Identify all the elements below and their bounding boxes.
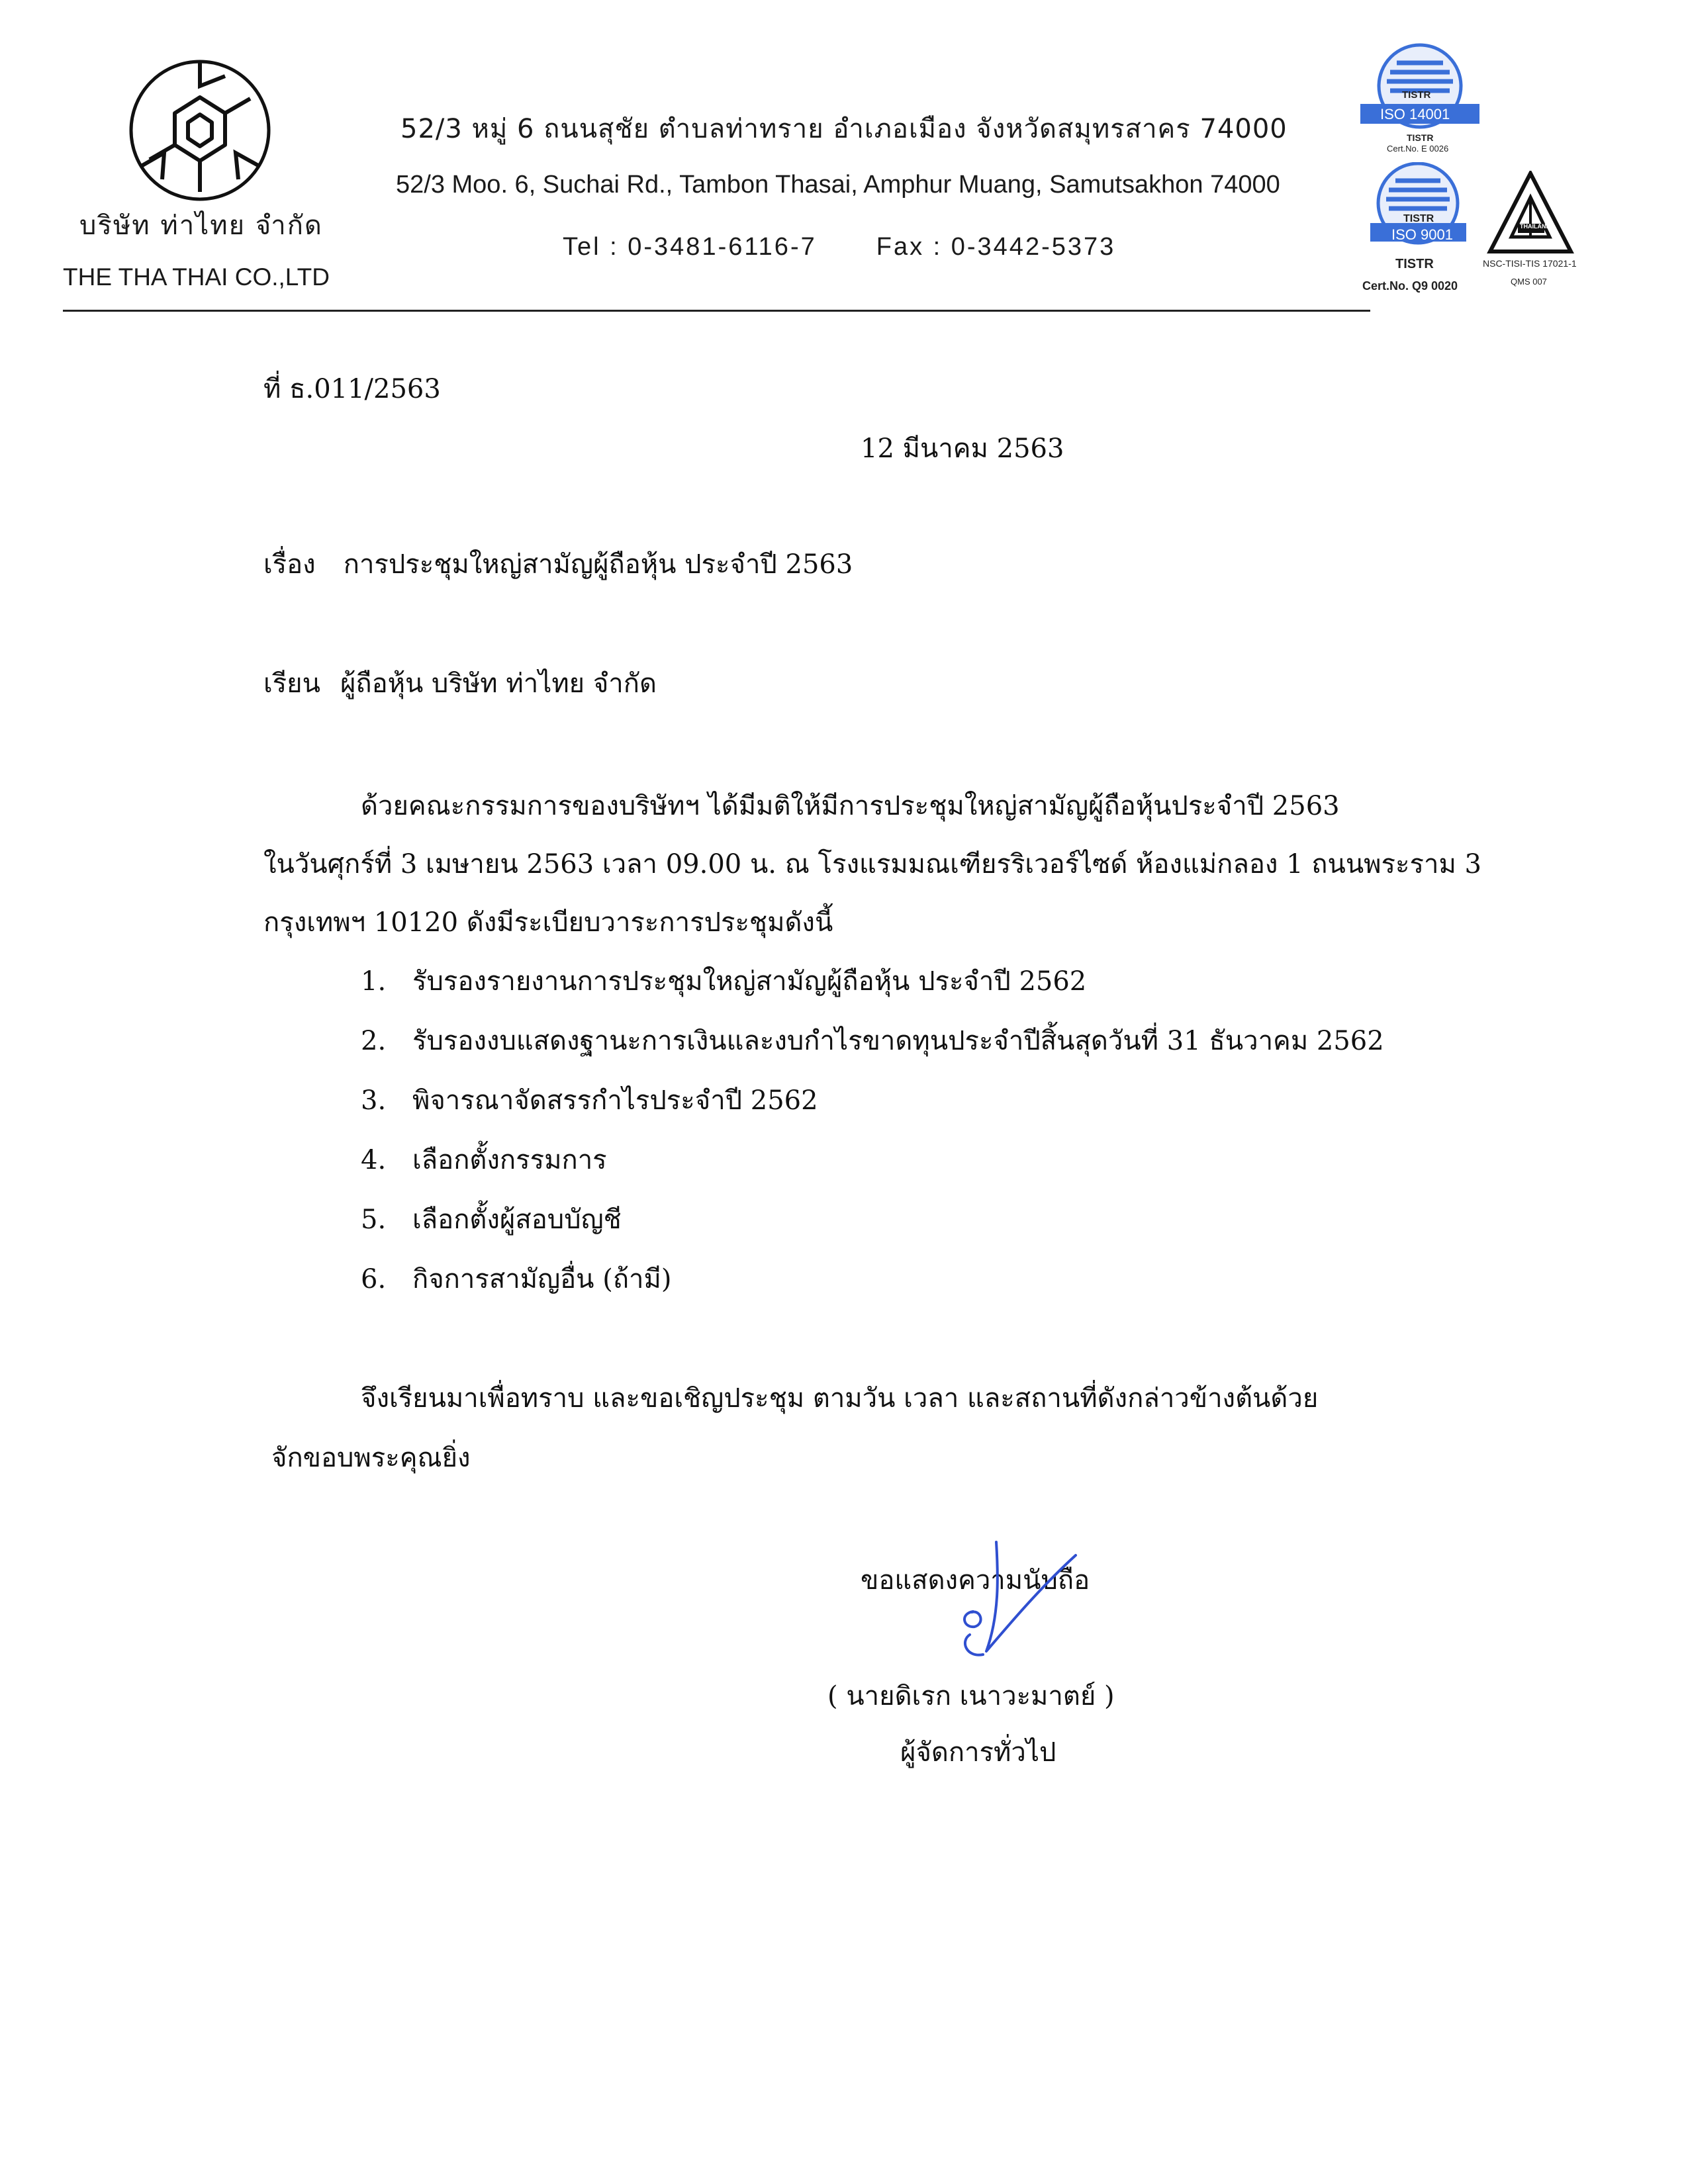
company-logo-icon (126, 56, 275, 205)
company-name-thai: บริษัท ท่าไทย จำกัด (79, 210, 323, 241)
address-thai: 52/3 หมู่ 6 ถนนสุชัย ตำบลท่าทราย อำเภอเมือง จังหวัดสมุทรสาคร 74000 (400, 114, 1288, 144)
badge1-standard: ISO 14001 (1380, 106, 1450, 122)
badge1-cert-no: Cert.No. E 0026 (1387, 144, 1449, 154)
recipient-label: เรียน (263, 668, 320, 699)
agenda-number: 4. (361, 1145, 387, 1175)
agenda-item (361, 960, 1384, 1019)
fax-number: Fax : 0-3442-5373 (876, 233, 1116, 261)
agenda-number: 1. (361, 966, 387, 997)
badge2-cert-no: Cert.No. Q9 0020 (1362, 279, 1458, 293)
agenda-number: 5. (361, 1205, 387, 1235)
telephone-number: Tel : 0-3481-6116-7 (563, 233, 817, 261)
recipient-text: ผู้ถือหุ้น บริษัท ท่าไทย จำกัด (340, 668, 657, 699)
signer-name: ( นายดิเรก เนาวะมาตย์ ) (827, 1681, 1115, 1711)
agenda-item (361, 1079, 1384, 1138)
signer-position: ผู้จัดการทั่วไป (900, 1737, 1056, 1768)
address-english: 52/3 Moo. 6, Suchai Rd., Tambon Thasai, Amphur Muang, Samutsakhon 74000 (396, 171, 1280, 199)
badge3-cert-no: QMS 007 (1511, 277, 1547, 287)
badge3-standard: NSC-TISI-TIS 17021-1 (1483, 258, 1577, 269)
contact-line (563, 233, 1115, 261)
letter-date: 12 มีนาคม 2563 (861, 433, 1064, 464)
paragraph-line-3: กรุงเทพฯ 10120 ดังมีระเบียบวาระการประชุมดังนี้ (263, 907, 833, 938)
agenda-number: 2. (361, 1026, 387, 1056)
agenda-list (361, 960, 1384, 1317)
badge2-issuer: TISTR (1395, 257, 1434, 271)
agenda-number: 6. (361, 1264, 387, 1295)
agenda-number: 3. (361, 1085, 387, 1116)
agenda-text: พิจารณาจัดสรรกำไรประจำปี 2562 (412, 1085, 818, 1116)
agenda-text: กิจการสามัญอื่น (ถ้ามี) (412, 1264, 672, 1295)
agenda-text: เลือกตั้งกรรมการ (412, 1145, 607, 1175)
agenda-text: รับรองงบแสดงฐานะการเงินและงบกำไรขาดทุนประจำปีสิ้นสุดวันที่ 31 ธันวาคม 2562 (412, 1026, 1384, 1056)
recipient-line (263, 662, 657, 704)
paragraph-line-1: ด้วยคณะกรรมการของบริษัทฯ ได้มีมติให้มีการประชุมใหญ่สามัญผู้ถือหุ้นประจำปี 2563 (361, 791, 1340, 821)
badge2-standard: ISO 9001 (1391, 226, 1453, 243)
agenda-text: รับรองรายงานการประชุมใหญ่สามัญผู้ถือหุ้น ประจำปี 2562 (412, 966, 1087, 997)
handwritten-signature-icon (933, 1535, 1079, 1681)
agenda-item (361, 1019, 1384, 1079)
subject-text: การประชุมใหญ่สามัญผู้ถือหุ้น ประจำปี 2563 (343, 549, 853, 580)
sign-off: ขอแสดงความนับถือ (861, 1565, 1090, 1596)
company-name-english: THE THA THAI CO.,LTD (63, 263, 330, 291)
nsc-tisi-badge-icon (1486, 171, 1575, 257)
subject-line (263, 543, 853, 585)
closing-line-1: จึงเรียนมาเพื่อทราบ และขอเชิญประชุม ตามวัน เวลา และสถานที่ดังกล่าวข้างต้นด้วย (361, 1383, 1319, 1414)
badge3-org: THAILAND (1520, 223, 1550, 230)
subject-label: เรื่อง (263, 549, 316, 580)
badge2-org: TISTR (1403, 213, 1434, 224)
badge1-issuer: TISTR (1407, 132, 1434, 143)
badge1-org: TISTR (1402, 89, 1431, 101)
paragraph-line-2: ในวันศุกร์ที่ 3 เมษายน 2563 เวลา 09.00 น. ณ โรงแรมมณเฑียรริเวอร์ไซด์ ห้องแม่กลอง 1 ถนนพระราม 3 (263, 849, 1481, 880)
closing-line-2: จักขอบพระคุณยิ่ง (271, 1443, 471, 1473)
agenda-item (361, 1257, 1384, 1317)
agenda-text: เลือกตั้งผู้สอบบัญชี (412, 1205, 622, 1235)
agenda-item (361, 1138, 1384, 1198)
header-divider (63, 310, 1370, 312)
agenda-item (361, 1198, 1384, 1257)
reference-number: ที่ ธ.011/2563 (263, 374, 441, 404)
